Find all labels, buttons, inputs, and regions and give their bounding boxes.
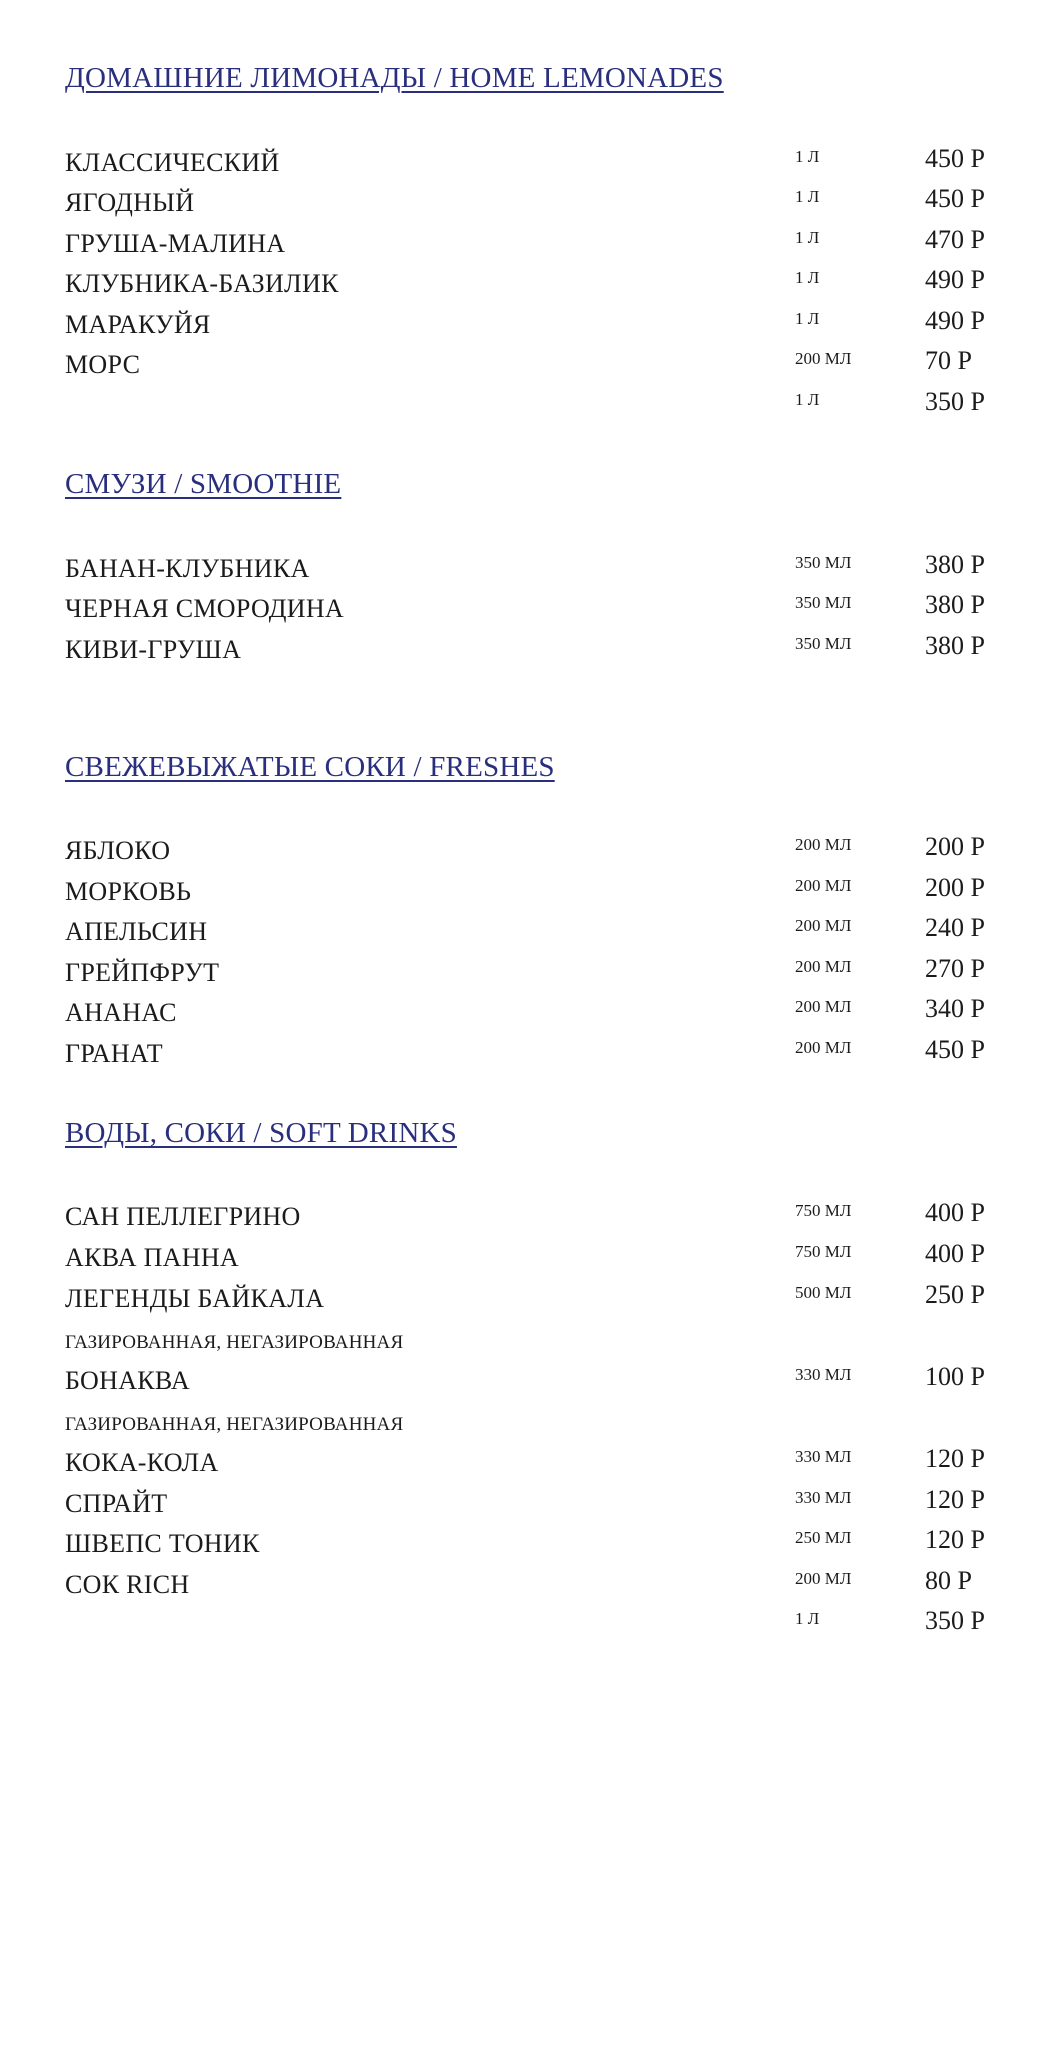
item-name: БОНАКВА <box>65 1366 191 1395</box>
item-volume: 500 МЛ <box>795 1283 852 1302</box>
section-title: ДОМАШНИЕ ЛИМОНАДЫ / HOME LEMONADES <box>65 62 724 94</box>
item-volume: 200 МЛ <box>795 876 852 895</box>
item-price: 120 Р <box>925 1525 985 1554</box>
item-price: 200 Р <box>925 873 985 902</box>
item-note: ГАЗИРОВАННАЯ, НЕГАЗИРОВАННАЯ <box>65 1332 404 1353</box>
item-name: КИВИ-ГРУША <box>65 635 242 664</box>
item-price: 270 Р <box>925 954 985 983</box>
item-volume: 750 МЛ <box>795 1201 852 1220</box>
item-name: КОКА-КОЛА <box>65 1448 219 1477</box>
item-price: 380 Р <box>925 550 985 579</box>
item-price: 240 Р <box>925 913 985 942</box>
item-volume: 1 Л <box>795 390 820 409</box>
item-name: АПЕЛЬСИН <box>65 917 208 946</box>
item-price: 350 Р <box>925 387 985 416</box>
item-volume: 1 Л <box>795 147 820 166</box>
item-name: МАРАКУЙЯ <box>65 310 211 339</box>
item-volume: 200 МЛ <box>795 916 852 935</box>
item-price: 450 Р <box>925 144 985 173</box>
item-price: 490 Р <box>925 306 985 335</box>
item-price: 380 Р <box>925 590 985 619</box>
item-price: 200 Р <box>925 832 985 861</box>
item-price: 400 Р <box>925 1239 985 1268</box>
item-name: АКВА ПАННА <box>65 1243 239 1272</box>
item-volume: 200 МЛ <box>795 835 852 854</box>
item-price: 450 Р <box>925 184 985 213</box>
item-name: КЛУБНИКА-БАЗИЛИК <box>65 269 339 298</box>
item-name: СПРАЙТ <box>65 1489 168 1518</box>
item-price: 400 Р <box>925 1198 985 1227</box>
item-price: 100 Р <box>925 1362 985 1391</box>
item-name: ГРУША-МАЛИНА <box>65 229 286 258</box>
section-title: ВОДЫ, СОКИ / SOFT DRINKS <box>65 1117 457 1149</box>
item-name: СОК RICH <box>65 1570 190 1599</box>
item-name: БАНАН-КЛУБНИКА <box>65 554 310 583</box>
item-price: 250 Р <box>925 1280 985 1309</box>
item-volume: 200 МЛ <box>795 349 852 368</box>
section-title: СВЕЖЕВЫЖАТЫЕ СОКИ / FRESHES <box>65 751 555 783</box>
item-price: 340 Р <box>925 994 985 1023</box>
item-note: ГАЗИРОВАННАЯ, НЕГАЗИРОВАННАЯ <box>65 1414 404 1435</box>
item-price: 120 Р <box>925 1485 985 1514</box>
item-price: 470 Р <box>925 225 985 254</box>
item-volume: 200 МЛ <box>795 1569 852 1588</box>
item-name: ЯБЛОКО <box>65 836 171 865</box>
item-name: АНАНАС <box>65 998 177 1027</box>
item-price: 80 Р <box>925 1566 972 1595</box>
item-price: 350 Р <box>925 1606 985 1635</box>
item-name: ЛЕГЕНДЫ БАЙКАЛА <box>65 1284 325 1313</box>
item-price: 70 Р <box>925 346 972 375</box>
item-name: ЧЕРНАЯ СМОРОДИНА <box>65 594 344 623</box>
item-name: ШВЕПС ТОНИК <box>65 1529 260 1558</box>
item-name: ГРЕЙПФРУТ <box>65 958 220 987</box>
item-volume: 1 Л <box>795 228 820 247</box>
item-volume: 1 Л <box>795 1609 820 1628</box>
item-volume: 1 Л <box>795 309 820 328</box>
item-price: 450 Р <box>925 1035 985 1064</box>
item-name: МОРКОВЬ <box>65 877 192 906</box>
item-name: САН ПЕЛЛЕГРИНО <box>65 1202 301 1231</box>
item-price: 380 Р <box>925 631 985 660</box>
section-title: СМУЗИ / SMOOTHIE <box>65 468 342 500</box>
item-volume: 350 МЛ <box>795 553 852 572</box>
item-volume: 1 Л <box>795 268 820 287</box>
item-volume: 330 МЛ <box>795 1488 852 1507</box>
item-price: 490 Р <box>925 265 985 294</box>
item-volume: 1 Л <box>795 187 820 206</box>
item-volume: 250 МЛ <box>795 1528 852 1547</box>
item-volume: 200 МЛ <box>795 1038 852 1057</box>
item-price: 120 Р <box>925 1444 985 1473</box>
item-name: КЛАССИЧЕСКИЙ <box>65 148 280 177</box>
item-volume: 330 МЛ <box>795 1447 852 1466</box>
item-volume: 330 МЛ <box>795 1365 852 1384</box>
item-volume: 200 МЛ <box>795 957 852 976</box>
item-volume: 350 МЛ <box>795 634 852 653</box>
item-volume: 350 МЛ <box>795 593 852 612</box>
item-volume: 750 МЛ <box>795 1242 852 1261</box>
item-volume: 200 МЛ <box>795 997 852 1016</box>
item-name: ГРАНАТ <box>65 1039 163 1068</box>
item-name: ЯГОДНЫЙ <box>65 188 195 217</box>
item-name: МОРС <box>65 350 141 379</box>
